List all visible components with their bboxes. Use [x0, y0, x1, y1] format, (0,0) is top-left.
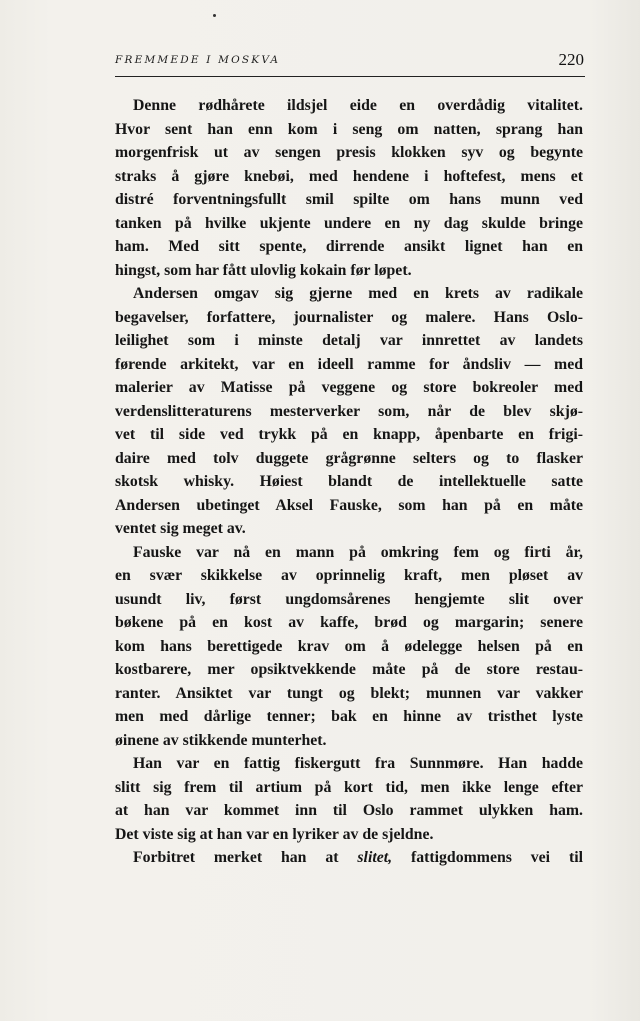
- text-line: tanken på hvilke ukjente undere en ny dag skulde bringe: [115, 214, 583, 232]
- text-line: Hvor sent han enn kom i seng om natten, sprang han: [115, 120, 583, 138]
- text-line: daire med tolv duggete grågrønne selters og to flasker: [115, 449, 583, 467]
- text-line: Det viste sig at han var en lyriker av de sjeldne.: [115, 825, 434, 843]
- text-line: men med dårlige tenner; bak en hinne av tristhet lyste: [115, 708, 583, 725]
- text-line: distré forventningsfullt smil spilte om hans munn ved: [115, 191, 583, 208]
- text-line: kom hans berettigede krav om å ødelegge helsen på en: [115, 637, 583, 655]
- text-line: usundt liv, først ungdomsårenes hengjemte slit over: [115, 590, 583, 608]
- text-line: en svær skikkelse av oprinnelig kraft, men pløset av: [115, 567, 583, 584]
- text-line: hingst, som har fått ulovlig kokain før løpet.: [115, 261, 412, 279]
- text-line: verdenslitteraturens mesterverker som, når de blev skjø-: [115, 402, 583, 420]
- text-line: straks å gjøre knebøi, med hendene i hoftefest, mens et: [115, 167, 583, 185]
- text-line: slitt sig frem til artium på kort tid, men ikke lenge efter: [115, 778, 583, 796]
- text-line-final: [115, 846, 583, 870]
- text-line: malerier av Matisse på veggene og store bokreoler med: [115, 379, 583, 396]
- text-line: Han var en fattig fiskergutt fra Sunnmøre. Han hadde: [133, 755, 583, 772]
- text-line: ham. Med sitt spente, dirrende ansikt lignet han en: [115, 238, 583, 255]
- italic-word: slitet,: [357, 849, 393, 866]
- text-line: skotsk whisky. Høiest blandt de intellektuelle satte: [115, 473, 583, 490]
- text-line: begavelser, forfattere, journalister og malere. Hans Oslo-: [115, 308, 583, 326]
- text-line: Denne rødhårete ildsjel eide en overdådig vitalitet.: [133, 97, 583, 114]
- text-line: leilighet som i minste detalj var innrettet av landets: [115, 332, 583, 349]
- text-line: at han var kommet inn til Oslo rammet ulykken ham.: [115, 802, 583, 819]
- running-title: FREMMEDE I MOSKVA: [115, 54, 281, 66]
- text-line: bøkene på en kost av kaffe, brød og margarin; senere: [115, 614, 583, 631]
- ink-speck: [213, 14, 216, 17]
- text-line: førende arkitekt, var en ideell ramme for åndsliv — med: [115, 355, 583, 373]
- page-number: 220: [558, 50, 584, 69]
- text-line: morgenfrisk ut av sengen presis klokken syv og begynte: [115, 144, 583, 161]
- text-line: Fauske var nå en mann på omkring fem og firti år,: [133, 543, 583, 561]
- text-line: Andersen omgav sig gjerne med en krets av radikale: [133, 285, 583, 302]
- text-line: vet til side ved trykk på en knapp, åpenbarte en frigi-: [115, 426, 583, 443]
- text-line: ranter. Ansiktet var tungt og blekt; munnen var vakker: [115, 684, 583, 702]
- text-line: ventet sig meget av.: [115, 520, 246, 537]
- final-line-end: fattigdommens vei til: [410, 849, 583, 866]
- body-text: [115, 94, 583, 870]
- header-rule: [115, 76, 585, 77]
- final-line-start: Forbitret merket han at: [133, 849, 339, 866]
- running-header: [115, 50, 585, 74]
- text-line: Andersen ubetinget Aksel Fauske, som han på en måte: [115, 496, 583, 514]
- text-line: kostbarere, mer opsiktvekkende måte på de store restau-: [115, 661, 583, 678]
- text-line: øinene av stikkende munterhet.: [115, 731, 327, 749]
